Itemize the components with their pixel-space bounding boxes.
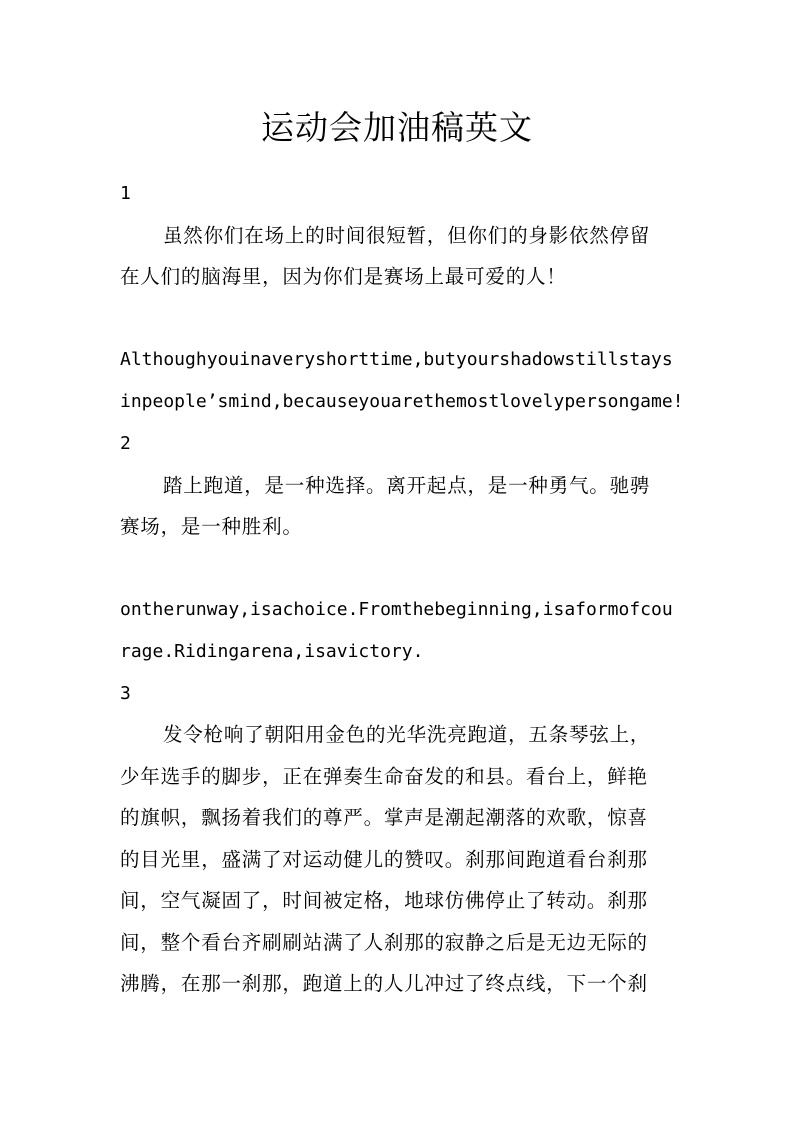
section-number: 3 — [120, 683, 131, 704]
document-title: 运动会加油稿英文 — [261, 108, 533, 147]
paragraph-line-cn: 间，整个看台齐刷刷站满了人刹那的寂静之后是无边无际的 — [120, 931, 648, 954]
paragraph-line-cn: 发令枪响了朝阳用金色的光华洗亮跑道，五条琴弦上， — [163, 723, 651, 746]
paragraph-line-cn: 的旗帜，飘扬着我们的尊严。掌声是潮起潮落的欢歌，惊喜 — [120, 806, 648, 829]
paragraph-line-cn: 间，空气凝固了，时间被定格，地球仿佛停止了转动。刹那 — [120, 889, 648, 912]
paragraph-line-en: Althoughyouinaveryshorttime,butyourshadowstillstays — [120, 349, 673, 370]
paragraph-line-cn: 在人们的脑海里，因为你们是赛场上最可爱的人！ — [120, 265, 567, 288]
paragraph-line-cn: 赛场，是一种胜利。 — [120, 515, 303, 538]
paragraph-line-cn: 踏上跑道，是一种选择。离开起点，是一种勇气。驰骋 — [163, 474, 651, 497]
section-number: 1 — [120, 183, 131, 204]
paragraph-line-en: inpeople’smind,becauseyouarethemostlovelypersongame! — [120, 391, 684, 412]
paragraph-line-cn: 沸腾，在那一刹那，跑道上的人儿冲过了终点线，下一个刹 — [120, 972, 648, 995]
paragraph-line-cn: 虽然你们在场上的时间很短暂，但你们的身影依然停留 — [163, 224, 651, 247]
paragraph-line-cn: 的目光里，盛满了对运动健儿的赞叹。刹那间跑道看台刹那 — [120, 848, 648, 871]
paragraph-line-en: rage.Ridingarena,isavictory. — [120, 641, 424, 662]
section-number: 2 — [120, 433, 131, 454]
paragraph-line-cn: 少年选手的脚步，正在弹奏生命奋发的和县。看台上，鲜艳 — [120, 765, 648, 788]
paragraph-line-en: ontherunway,isachoice.Fromthebeginning,isaformofcou — [120, 599, 673, 620]
